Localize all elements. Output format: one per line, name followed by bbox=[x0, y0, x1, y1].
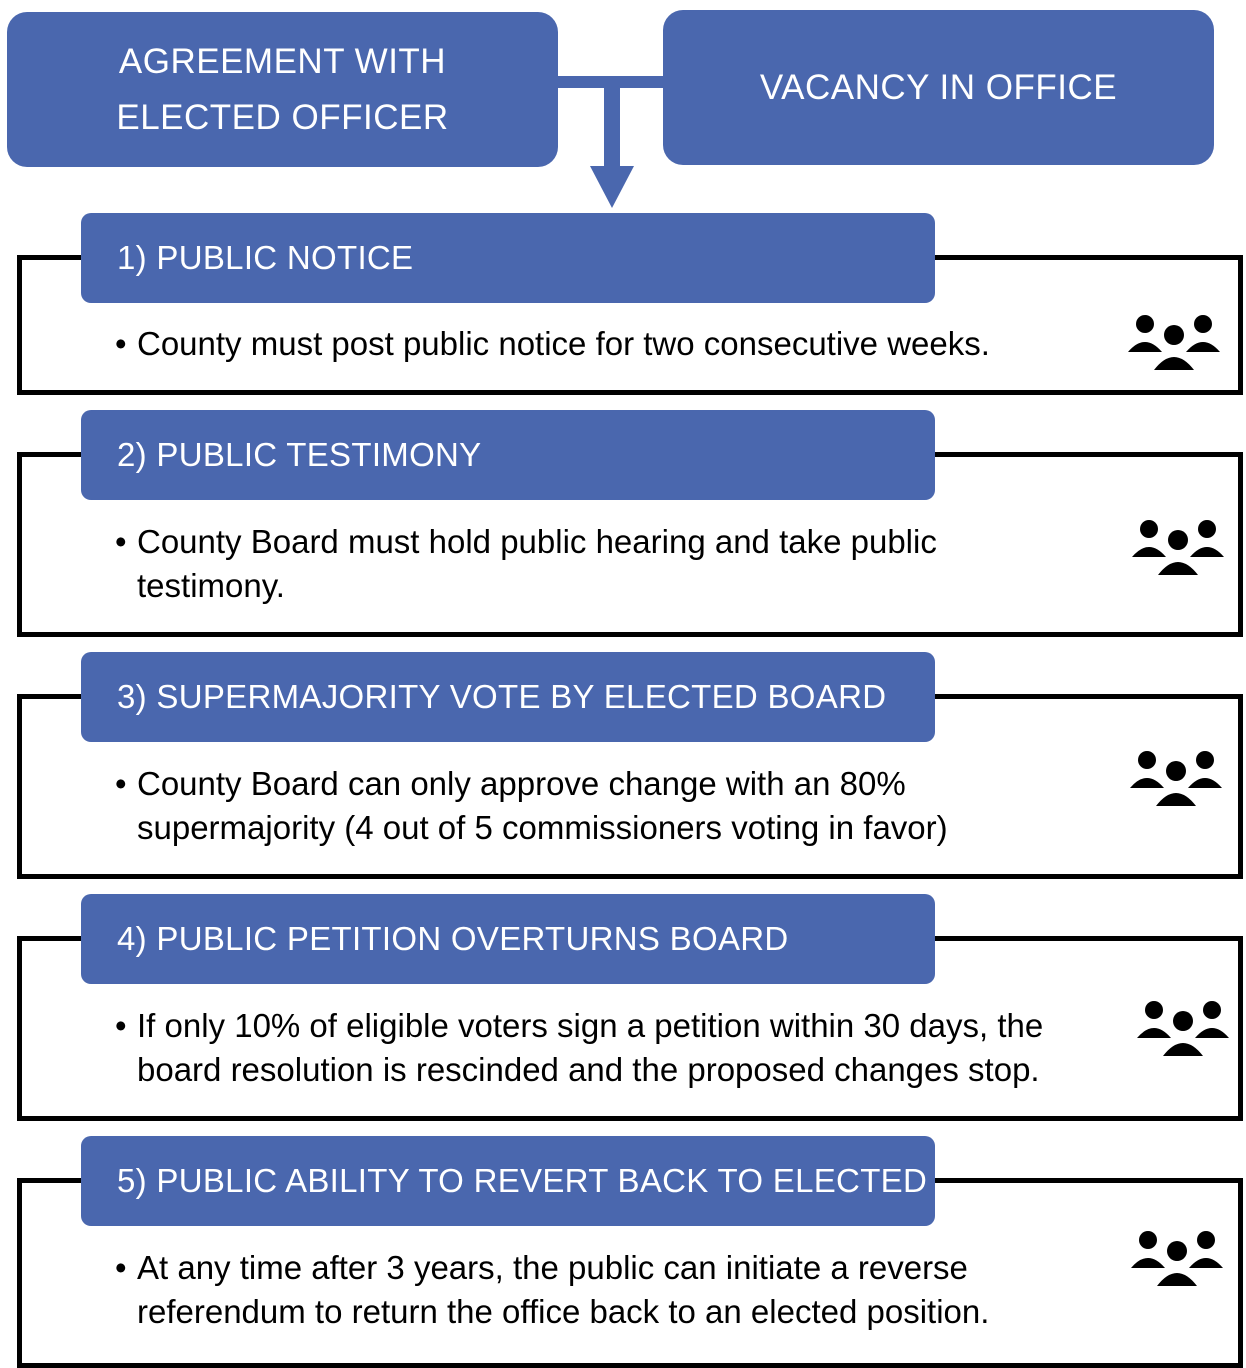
step-5-title: 5) PUBLIC ABILITY TO REVERT BACK TO ELECTED bbox=[117, 1162, 928, 1199]
step-3-header bbox=[81, 652, 935, 742]
connector-line bbox=[558, 76, 663, 88]
step-4-body bbox=[115, 1004, 1122, 1092]
step-1-body bbox=[115, 322, 1117, 366]
step-3-body bbox=[115, 762, 1037, 850]
bullet: • bbox=[115, 325, 127, 362]
step-1-text: County must post public notice for two consecutive weeks. bbox=[137, 325, 990, 362]
step-3-title: 3) SUPERMAJORITY VOTE BY ELECTED BOARD bbox=[117, 678, 887, 715]
bullet: • bbox=[115, 765, 127, 802]
bullet: • bbox=[115, 1249, 127, 1286]
people-group-icon bbox=[1130, 750, 1222, 806]
step-1-title: 1) PUBLIC NOTICE bbox=[117, 239, 414, 276]
step-1-header bbox=[81, 213, 935, 303]
people-group-icon bbox=[1131, 1230, 1223, 1286]
step-2-header bbox=[81, 410, 935, 500]
step-4-title: 4) PUBLIC PETITION OVERTURNS BOARD bbox=[117, 920, 789, 957]
step-2-body bbox=[115, 520, 1017, 608]
people-group-icon bbox=[1137, 1000, 1229, 1056]
down-arrow-icon bbox=[590, 166, 634, 208]
down-arrow-shaft bbox=[604, 88, 620, 170]
people-group-icon bbox=[1128, 314, 1220, 370]
agreement-label: AGREEMENT WITH ELECTED OFFICER bbox=[116, 41, 449, 137]
bullet: • bbox=[115, 523, 127, 560]
people-group-icon bbox=[1132, 519, 1224, 575]
vacancy-box bbox=[663, 10, 1214, 165]
step-3-text: County Board can only approve change with an 80% supermajority (4 out of 5 commissioners voting in favor) bbox=[137, 765, 948, 846]
step-5-header bbox=[81, 1136, 935, 1226]
vacancy-label: VACANCY IN OFFICE bbox=[759, 67, 1118, 107]
step-2-title: 2) PUBLIC TESTIMONY bbox=[117, 436, 482, 473]
bullet: • bbox=[115, 1007, 127, 1044]
step-5-body bbox=[115, 1246, 1087, 1334]
step-4-text: If only 10% of eligible voters sign a petition within 30 days, the board resolution is rescinded and the proposed changes stop. bbox=[137, 1007, 1044, 1088]
step-5-text: At any time after 3 years, the public can initiate a reverse referendum to return the office back to an elected position. bbox=[137, 1249, 990, 1330]
step-4-header bbox=[81, 894, 935, 984]
agreement-box bbox=[7, 12, 558, 167]
step-2-text: County Board must hold public hearing and take public testimony. bbox=[137, 523, 937, 604]
